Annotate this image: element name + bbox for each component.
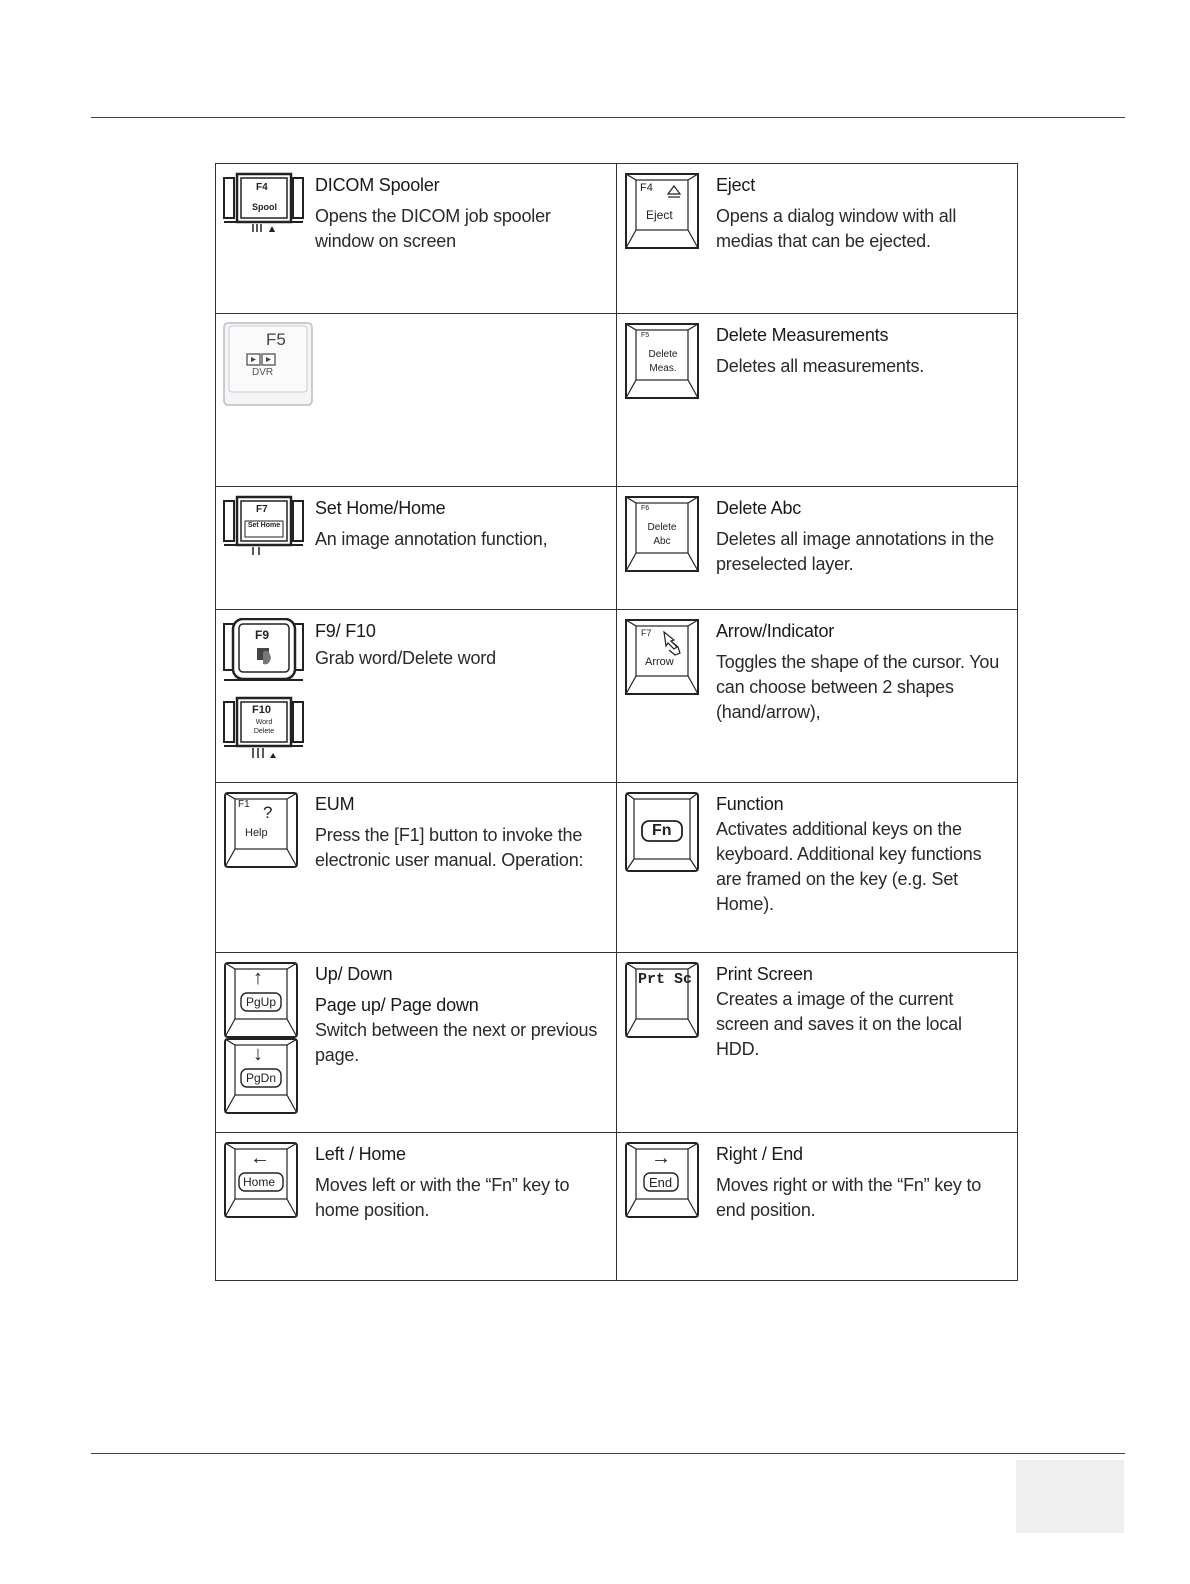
key-top-label: F10 — [252, 704, 271, 716]
print-screen-key-icon — [624, 961, 696, 1029]
key-bottom-label: Home — [243, 1175, 276, 1189]
table-cell — [216, 164, 617, 314]
entry-title: EUM — [315, 794, 355, 814]
table-cell — [216, 487, 617, 610]
key-top-label: F6 — [641, 505, 650, 512]
table-row — [216, 610, 1018, 783]
table-row — [216, 487, 1018, 610]
set-home-key-icon — [223, 495, 295, 563]
page-down-key-icon — [223, 1037, 295, 1113]
entry-title: Delete Abc — [716, 498, 802, 518]
page-up-key-icon — [223, 961, 295, 1037]
f9-key-icon — [223, 618, 295, 688]
key-top-label: F5 — [266, 330, 286, 349]
table-cell — [617, 783, 1018, 953]
key-bottom-label: DVR — [252, 367, 274, 378]
key-top-label: F5 — [641, 332, 650, 339]
entry-title: Eject — [716, 175, 756, 195]
entry-description: Deletes all image annotations in the preselected layer. — [716, 529, 994, 574]
entry-description: Switch between the next or previous page. — [315, 1020, 598, 1065]
key-bottom-label: End — [649, 1175, 673, 1190]
dvr-key-icon — [223, 322, 295, 390]
entry-description: Moves left or with the “Fn” key to home position. — [315, 1175, 570, 1220]
left-home-key-icon — [223, 1141, 295, 1209]
entry-title: Left / Home — [315, 1144, 406, 1164]
entry-description: Toggles the shape of the cursor. You can choose between 2 shapes (hand/arrow), — [716, 652, 1000, 722]
key-illustration — [624, 961, 710, 1029]
key-bottom-label: PgDn — [246, 1071, 277, 1085]
key-illustration — [223, 1141, 309, 1209]
table-row — [216, 783, 1018, 953]
key-illustration — [624, 791, 710, 859]
entry-title: Delete Measurements — [716, 325, 889, 345]
key-illustration — [223, 322, 309, 390]
help-key-icon — [223, 791, 295, 859]
key-bottom-label: Fn — [652, 822, 672, 839]
entry-title: Right / End — [716, 1144, 803, 1164]
table-cell — [216, 610, 617, 783]
key-illustration — [624, 322, 710, 390]
table-row — [216, 164, 1018, 314]
key-illustration — [624, 618, 710, 686]
entry-description: An image annotation function, — [315, 529, 548, 549]
key-bottom-label: Help — [245, 827, 268, 839]
key-top-label: → — [651, 1147, 671, 1169]
entry-description: Activates additional keys on the keyboard. Additional key functions are framed on the key (e.g. Set Home). — [716, 819, 982, 914]
key-top-label: F9 — [255, 628, 270, 642]
table-cell — [216, 314, 617, 487]
delete-abc-key-icon — [624, 495, 696, 563]
key-illustration — [223, 961, 309, 1113]
f10-key-icon — [223, 696, 295, 762]
header-rule — [91, 117, 1125, 118]
entry-title: Function — [716, 794, 784, 814]
key-bottom-label: Spool — [252, 202, 277, 212]
entry-title: Print Screen — [716, 964, 813, 984]
key-top-label: ↑ — [253, 967, 263, 989]
footer-rule — [91, 1453, 1125, 1454]
entry-description: Grab word/Delete word — [315, 648, 496, 668]
page-number-box — [1016, 1460, 1124, 1533]
delete-meas-key-icon — [624, 322, 696, 390]
entry-subtitle: Page up/ Page down — [315, 995, 479, 1015]
entry-description: Press the [F1] button to invoke the electronic user manual. Operation: — [315, 825, 584, 870]
fn-key-icon — [624, 791, 696, 859]
key-illustration — [223, 618, 309, 762]
keyboard-function-table — [215, 163, 1018, 1281]
key-top-label: F7 — [641, 628, 652, 638]
entry-description: Deletes all measurements. — [716, 356, 925, 376]
key-illustration — [624, 495, 710, 563]
key-top-label: F1 — [238, 799, 250, 810]
table-row — [216, 314, 1018, 487]
table-cell — [216, 953, 617, 1133]
key-top-label: ↓ — [253, 1043, 263, 1065]
key-bottom-label: Delete Abc — [647, 522, 677, 547]
key-top-label: ← — [250, 1147, 270, 1169]
key-top-label: F4 — [640, 182, 653, 194]
key-mid-label: ? — [263, 803, 273, 822]
key-bottom-label: Word Delete — [253, 719, 275, 735]
table-cell — [617, 1133, 1018, 1281]
entry-description: Opens a dialog window with all medias that can be ejected. — [716, 206, 957, 251]
key-illustration — [223, 495, 309, 563]
key-illustration — [624, 172, 710, 240]
entry-title: Up/ Down — [315, 964, 393, 984]
table-cell — [617, 314, 1018, 487]
table-row — [216, 953, 1018, 1133]
key-top-label: F4 — [256, 182, 268, 193]
table-cell — [617, 487, 1018, 610]
key-bottom-label: PgUp — [246, 995, 277, 1009]
table-row — [216, 1133, 1018, 1281]
dicom-spooler-key-icon — [223, 172, 295, 240]
table-cell — [617, 164, 1018, 314]
entry-title: Arrow/Indicator — [716, 621, 835, 641]
key-top-label: Prt Sc — [638, 971, 693, 988]
table-cell — [617, 610, 1018, 783]
eject-key-icon — [624, 172, 696, 240]
key-bottom-label: Eject — [646, 208, 673, 222]
entry-title: DICOM Spooler — [315, 175, 440, 195]
entry-description: Moves right or with the “Fn” key to end position. — [716, 1175, 982, 1220]
key-bottom-label: Set Home — [247, 522, 281, 529]
key-top-label: F7 — [256, 504, 268, 515]
arrow-key-icon — [624, 618, 696, 686]
key-illustration — [624, 1141, 710, 1209]
key-bottom-label: Arrow — [645, 656, 674, 668]
key-illustration — [223, 791, 309, 859]
table-cell — [216, 1133, 617, 1281]
key-illustration — [223, 172, 309, 240]
table-cell — [216, 783, 617, 953]
entry-title: Set Home/Home — [315, 498, 446, 518]
entry-title: F9/ F10 — [315, 621, 376, 641]
right-end-key-icon — [624, 1141, 696, 1209]
entry-description: Opens the DICOM job spooler window on screen — [315, 206, 551, 251]
key-bottom-label: Delete Meas. — [648, 349, 678, 374]
table-cell — [617, 953, 1018, 1133]
entry-description: Creates a image of the current screen and saves it on the local HDD. — [716, 989, 962, 1059]
